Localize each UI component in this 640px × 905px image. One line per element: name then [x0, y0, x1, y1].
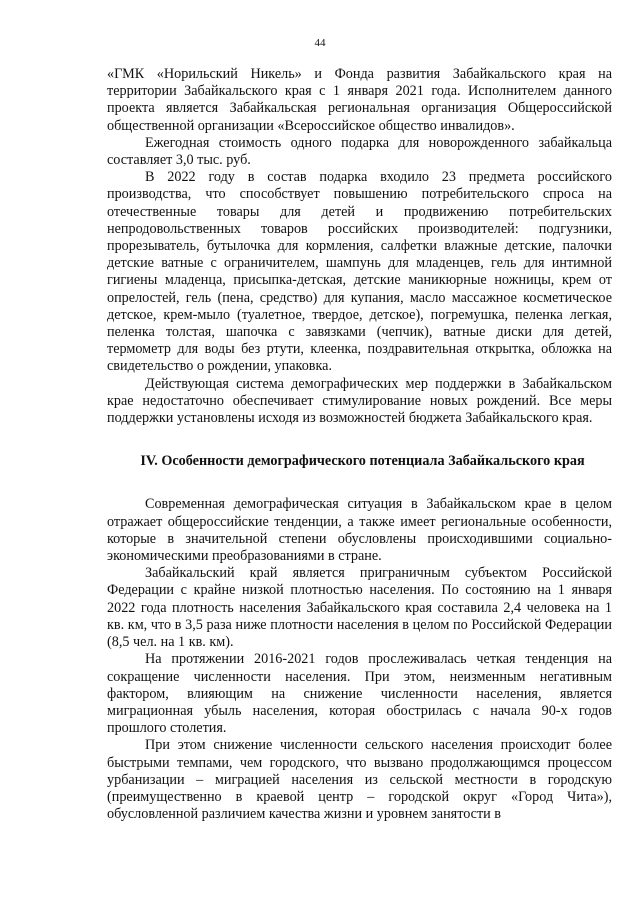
- paragraph-gift-cost: Ежегодная стоимость одного подарка для новорожденного забайкальца составляет 3,0 тыс. руб.: [107, 134, 612, 169]
- paragraph-project-executor: «ГМК «Норильский Никель» и Фонда развития Забайкальского края на территории Забайкальского края с 1 января 2021 года. Исполнителем данного проекта является Забайкальская региональная организация Общероссийской общественной организации «Всероссийское общество инвалидов».: [107, 66, 612, 134]
- document-body: [107, 66, 612, 823]
- paragraph-demographic-situation: Современная демографическая ситуация в Забайкальском крае в целом отражает общероссийские тенденции, а также имеет региональные особенности, которые в значительной степени обусловлены происходившими социально-экономическими преобразованиями в стране.: [107, 496, 612, 565]
- paragraph-population-decline: На протяжении 2016-2021 годов прослеживалась четкая тенденция на сокращение численности населения. При этом, неизменным негативным фактором, влияющим на снижение численности населения, является миграционная убыль населения, которая обострилась с начала 90-х годов прошлого столетия.: [107, 651, 612, 737]
- paragraph-support-measures: Действующая система демографических мер поддержки в Забайкальском крае недостаточно обеспечивает стимулирование новых рождений. Все меры поддержки установлены исходя из возможностей бюджета Забайкальского края.: [107, 375, 612, 427]
- paragraph-gift-contents: В 2022 году в состав подарка входило 23 предмета российского производства, что способствует повышению потребительского спроса на отечественные товары для детей и продвижению потребительских непродовольственных товаров российских производителей: подгузники, прорезыватель, бутылочка для кормления, салфетки влажные детские, палочки детские ватные с ограничителем, шампунь для младенцев, гель для интимной гигиены младенца, присыпка-детская, детские маникюрные ножницы, крем от опрелостей, гель (пена, средство) для купания, масло массажное косметическое детское, крем-мыло (туалетное, твердое, детское), погремушка, пеленка легкая, пеленка толстая, шапочка с завязками (чепчик), ватные диски для детей, термометр для воды без ртути, клеенка, поздравительная открытка, обложка на свидетельство о рождении, упаковка.: [107, 169, 612, 375]
- page-number: 44: [314, 37, 326, 49]
- paragraph-rural-urbanization: При этом снижение численности сельского населения происходит более быстрыми темпами, чем городского, что вызвано продолжающимся процессом урбанизации – миграцией населения из сельской местности в городскую (преимущественно в краевой центр – городской округ «Город Чита»), обусловленной различием качества жизни и уровнем занятости в: [107, 737, 612, 823]
- section-title: IV. Особенности демографического потенциала Забайкальского края: [140, 453, 585, 470]
- paragraph-population-density: Забайкальский край является приграничным субъектом Российской Федерации с крайне низкой плотностью населения. По состоянию на 1 января 2022 года плотность населения Забайкальского края составила 2,4 человека на 1 кв. км, что в 3,5 раза ниже плотности населения в целом по Российской Федерации (8,5 чел. на 1 кв. км).: [107, 565, 612, 651]
